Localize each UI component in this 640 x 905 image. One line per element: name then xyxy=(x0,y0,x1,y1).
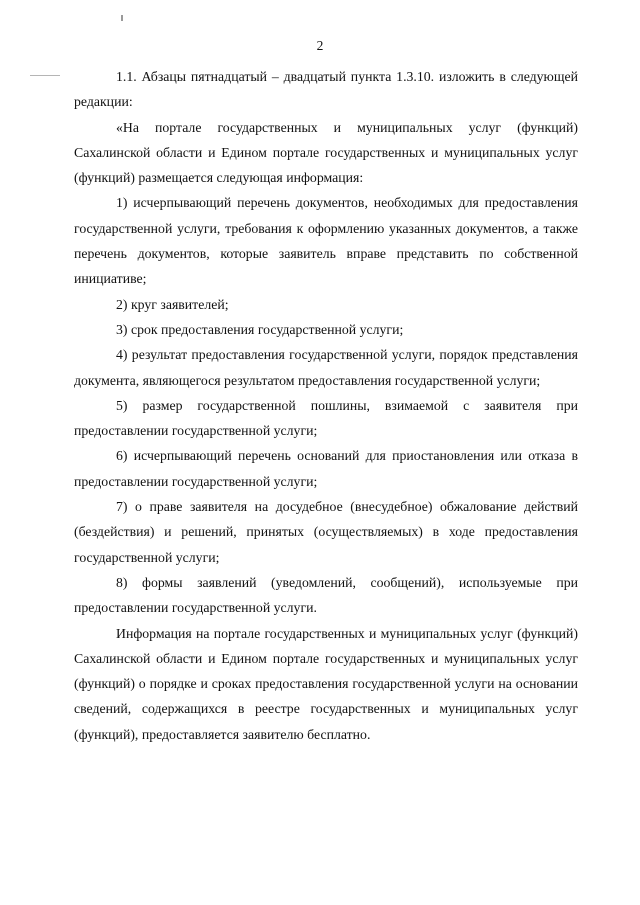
scan-speck-mark xyxy=(121,15,123,21)
page-number: 2 xyxy=(316,38,324,53)
list-item-state-fee: 5) размер государственной пошлины, взимаемой с заявителя при предоставлении государственной услуги; xyxy=(74,397,578,439)
paragraph-free-information: Информация на портале государственных и муниципальных услуг (функций) Сахалинской области и Едином портале государственных и муниципальных услуг (функций) о порядке и сроках предоставления государственной услуги на основании сведений, содержащихся в реестре государственных и муниципальных услуг (функций), предоставляется заявителю бесплатно. xyxy=(74,625,578,742)
document-body xyxy=(74,64,578,747)
list-item-document-list: 1) исчерпывающий перечень документов, необходимых для предоставления государственной услуги, требования к оформлению указанных документов, а также перечень документов, которые заявитель вправе представить по собственной инициативе; xyxy=(74,195,578,287)
list-item-appeal-right: 7) о праве заявителя на досудебное (внесудебное) обжалование действий (бездействия) и решений, принятых (осуществляемых) в ходе предоставления государственной услуги; xyxy=(74,499,578,565)
list-item-service-term: 3) срок предоставления государственной услуги; xyxy=(116,321,404,337)
paragraph-amendment-intro: 1.1. Абзацы пятнадцатый – двадцатый пункта 1.3.10. изложить в следующей редакции: xyxy=(74,69,578,110)
paragraph-portal-info: «На портале государственных и муниципальных услуг (функций) Сахалинской области и Едином портале государственных и муниципальных услуг (функций) размещается следующая информация: xyxy=(74,119,578,186)
list-item-service-result: 4) результат предоставления государственной услуги, порядок представления документа, являющегося результатом предоставления государственной услуги; xyxy=(74,347,578,388)
list-item-refusal-grounds: 6) исчерпывающий перечень оснований для приостановления или отказа в предоставлении государственной услуги; xyxy=(74,448,578,489)
list-item-application-forms: 8) формы заявлений (уведомлений, сообщений), используемые при предоставлении государственной услуги. xyxy=(74,574,578,616)
scan-margin-dashes xyxy=(30,75,60,76)
list-item-applicants: 2) круг заявителей; xyxy=(116,296,229,312)
